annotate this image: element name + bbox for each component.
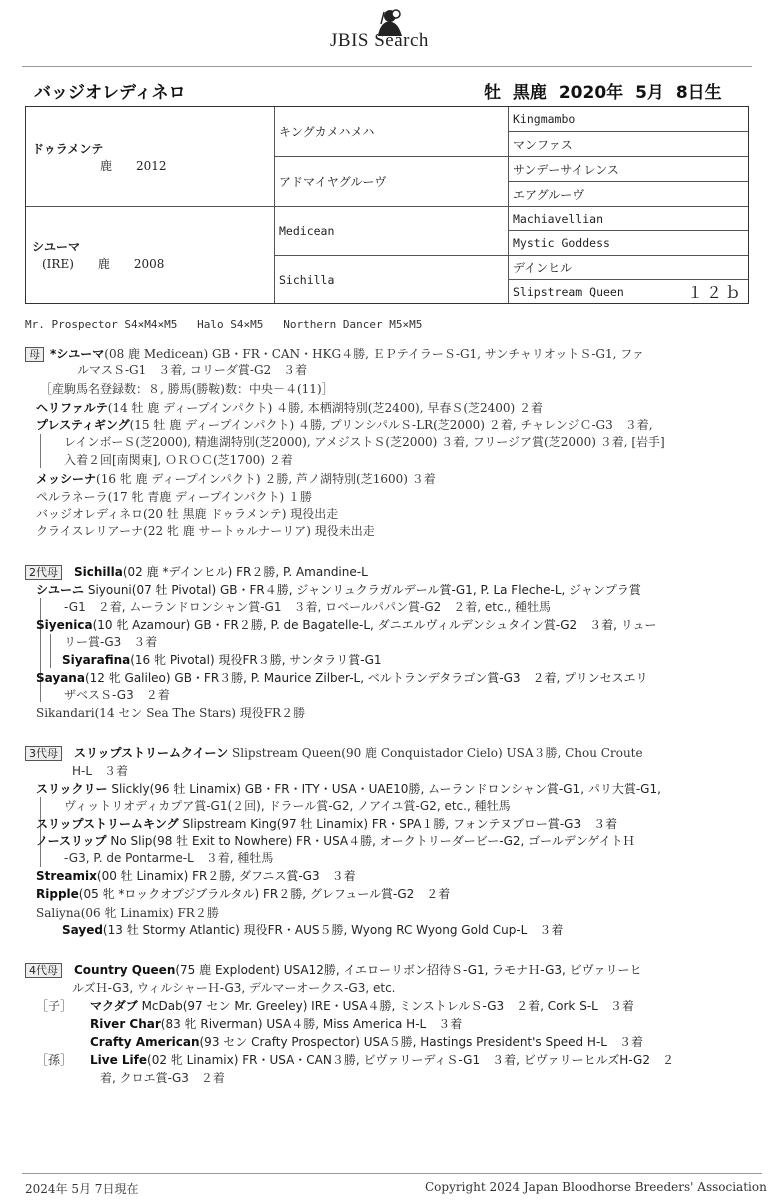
pedigree-table (25, 106, 749, 304)
horse-color: 黒鹿 (512, 83, 547, 103)
g4-grand-1: Live Life(02 牝 Linamix) FR・USA・CAN３勝, ビヴァリーディＳ-G1 ３着, ビヴァリーヒルズH-G2 ２ (90, 1053, 674, 1067)
g2-runner-2a: Siyarafina(16 牝 Pivotal) 現役FR３勝, サンタラリ賞-G1 (62, 653, 382, 667)
gen3-6[interactable]: Mystic Goddess (508, 230, 748, 255)
header-divider (22, 66, 752, 67)
indent-bar (50, 634, 51, 668)
g2-runner-2-l2: リー賞-G3 ３着 (64, 635, 158, 649)
g2-runner-4: Sikandari(14 セン Sea The Stars) 現役FR２勝 (36, 706, 306, 720)
g3-line-1: 3代母 スリップストリームクイーン Slipstream Queen(90 鹿 Conquistador Cielo) USA３勝, Chou Croute (25, 745, 643, 761)
horse-name: バッジオレディネロ (34, 83, 186, 103)
gen2-dam-dam[interactable]: Sichilla (274, 255, 508, 303)
g4-line-1: 4代母 Country Queen(75 鹿 Explodent) USA12勝, イエローリボン招待Ｓ-G1, ラモナＨ-G3, ビヴァリーヒ (25, 962, 642, 978)
dam-runner-2: プレスティギング(15 牡 鹿 ディープインパクト) ４勝, プリンシパルＳ-LR(芝2000) ２着, チャレンジＣ-G3 ３着, (36, 418, 653, 432)
logo-text: JBIS Search (330, 30, 429, 51)
g3-runner-3-l2: -G3, P. de Pontarme-L ３着, 種牡馬 (64, 851, 274, 865)
g4-grand-tag: ［孫］ (36, 1053, 73, 1067)
dam-cell[interactable] (26, 206, 274, 303)
g2-runner-1-l2: -G1 ２着, ムーランドロンシャン賞-G1 ３着, ロベールパパン賞-G2 ２着, etc., 種牡馬 (64, 600, 552, 614)
jbis-logo[interactable] (330, 8, 460, 52)
g3-runner-3: ノースリップ No Slip(98 牡 Exit to Nowhere) FR・USA４勝, オークトリーダービー-G2, ゴールデンゲイトＨ (36, 834, 635, 848)
gen2-sire-dam[interactable]: アドマイヤグルーヴ (274, 156, 508, 206)
g3-label: 3代母 (25, 746, 62, 761)
gen2-sire-sire[interactable]: キングカメハメハ (274, 107, 508, 156)
g3-runner-1-l2: ヴィットリオディカプア賞-G1(２回), ドラール賞-G2, ノアイユ賞-G2, etc., 種牡馬 (64, 799, 511, 813)
indent-bar (40, 797, 41, 867)
g3-runner-6: Saliyna(06 牝 Linamix) FR２勝 (36, 906, 219, 920)
dam-runner-2-l3: 入着２回[南関東], ＯＲＯＣ(芝1700) ２着 (64, 453, 293, 467)
g3-runner-5: Ripple(05 牝 *ロックオブジブラルタル) FR２勝, グレフュール賞-G2 ２着 (36, 887, 451, 901)
dam-runner-4: ペルラネーラ(17 牝 青鹿 ディープインパクト) １勝 (36, 490, 313, 504)
inbreeding-crosses: Mr. Prospector S4×M4×M5 Halo S4×M5 Northern Dancer M5×M5 (25, 318, 423, 331)
dam-runner-6: クライスレリアーナ(22 牝 鹿 サートゥルナーリア) 現役未出走 (36, 524, 375, 538)
horse-sex: 牡 (484, 83, 501, 103)
gen3-4[interactable]: エアグルーヴ (508, 181, 748, 206)
g3-runner-2: スリップストリームキング Slipstream King(97 牡 Linamix) FR・SPA１勝, フォンテヌブロー賞-G3 ３着 (36, 817, 618, 831)
indent-bar (40, 598, 41, 702)
dam-name[interactable]: シユーマ (32, 240, 81, 254)
g3-runner-1: スリックリー Slickly(96 牡 Linamix) GB・FR・ITY・USA・UAE10勝, ムーランドロンシャン賞-G1, パリ大賞-G1, (36, 782, 661, 796)
dam-runner-3: メッシーナ(16 牝 鹿 ディープインパクト) ２勝, 芦ノ湖特別(芝1600) ３着 (36, 472, 436, 486)
gen3-2[interactable]: マンファス (508, 131, 748, 156)
g4-child-3: Crafty American(93 セン Crafty Prospector) USA５勝, Hastings President's Speed H-L ３着 (90, 1035, 643, 1049)
g2-runner-2: Siyenica(10 牝 Azamour) GB・FR２勝, P. de Bagatelle-L, ダニエルヴィルデンシュタイン賞-G2 ３着, リュー (36, 618, 657, 632)
horse-profile (484, 78, 722, 103)
gen3-8[interactable] (508, 279, 748, 303)
g4-line-2: ルズＨ-G3, ウィルシャーＨ-G3, デルマーオークス-G3, etc. (72, 981, 396, 995)
footer-copyright: Copyright 2024 Japan Bloodhorse Breeders' Association (425, 1180, 767, 1194)
dam-runner-1: ヘリファルテ(14 牡 鹿 ディープインパクト) ４勝, 本栖湖特別(芝2400), 早春Ｓ(芝2400) ２着 (36, 401, 544, 415)
sire-info: 鹿 2012 (100, 158, 167, 173)
g4-grand-1-l2: 着, クロエ賞-G3 ２着 (100, 1071, 225, 1085)
sire-name[interactable]: ドゥラメンテ (32, 141, 104, 156)
dam-line-1: 母 *シユーマ(08 鹿 Medicean) GB・FR・CAN・HKG４勝, ＥＰテイラーＳ-G1, サンチャリオットＳ-G1, ファ (25, 346, 644, 362)
g4-child-tag: ［子］ (36, 999, 73, 1013)
g2-runner-1: シユーニ Siyouni(07 牡 Pivotal) GB・FR４勝, ジャンリュクラガルデール賞-G1, P. La Fleche-L, ジャンプラ賞 (36, 583, 641, 597)
gen3-7[interactable]: デインヒル (508, 255, 748, 279)
family-number: １２ｂ (686, 283, 744, 302)
g2-runner-3: Sayana(12 牝 Galileo) GB・FR３勝, P. Maurice Zilber-L, ベルトランデタラゴン賞-G3 ２着, プリンセスエリ (36, 671, 648, 685)
footer-divider (22, 1173, 762, 1174)
dam-runner-5: バッジオレディネロ(20 牡 黒鹿 ドゥラメンテ) 現役出走 (36, 507, 339, 521)
g3-runner-4: Streamix(00 牡 Linamix) FR２勝, ダフニス賞-G3 ３着 (36, 869, 356, 883)
g3-runner-6a: Sayed(13 牡 Stormy Atlantic) 現役FR・AUS５勝, Wyong RC Wyong Gold Cup-L ３着 (62, 923, 564, 937)
g2-label: 2代母 (25, 565, 62, 580)
gen3-8-name[interactable]: Slipstream Queen (513, 284, 624, 299)
sire-cell[interactable] (26, 107, 274, 206)
g4-child-1: マクダブ McDab(97 セン Mr. Greeley) IRE・USA４勝, ミンストレルＳ-G3 ２着, Cork S-L ３着 (90, 999, 634, 1013)
footer-date: 2024年 5月 7日現在 (25, 1182, 139, 1196)
horse-birth: 2020年 5月 8日生 (558, 83, 722, 103)
g2-line-1: 2代母 Sichilla(02 鹿 *デインヒル) FR２勝, P. Amandine-L (25, 564, 368, 580)
dam-label: 母 (25, 347, 44, 362)
dam-section-name[interactable]: *シユーマ (50, 347, 105, 361)
dam-line-3: ［産駒馬名登録数：８, 勝馬(勝鞍)数：中央－４(11)］ (40, 382, 334, 396)
dam-info: (IRE) 鹿 2008 (42, 257, 165, 271)
dam-line-2: ルマスＳ-G1 ３着, コリーダ賞-G2 ３着 (77, 363, 308, 377)
gen2-dam-sire[interactable]: Medicean (274, 206, 508, 255)
gen3-3[interactable]: サンデーサイレンス (508, 156, 748, 181)
dam-runner-2-l2: レインボーＳ(芝2000), 精進湖特別(芝2000), アメジストＳ(芝2000) ３着, フリージア賞(芝2000) ３着, [岩手] (64, 435, 665, 449)
g4-label: 4代母 (25, 963, 62, 978)
gen3-1[interactable]: Kingmambo (508, 107, 748, 131)
g3-line-2: H-L ３着 (72, 764, 129, 778)
g4-child-2: River Char(83 牝 Riverman) USA４勝, Miss America H-L ３着 (90, 1017, 463, 1031)
g2-runner-3-l2: ザベスＳ-G3 ２着 (64, 688, 170, 702)
indent-bar (40, 434, 41, 468)
gen3-5[interactable]: Machiavellian (508, 206, 748, 230)
